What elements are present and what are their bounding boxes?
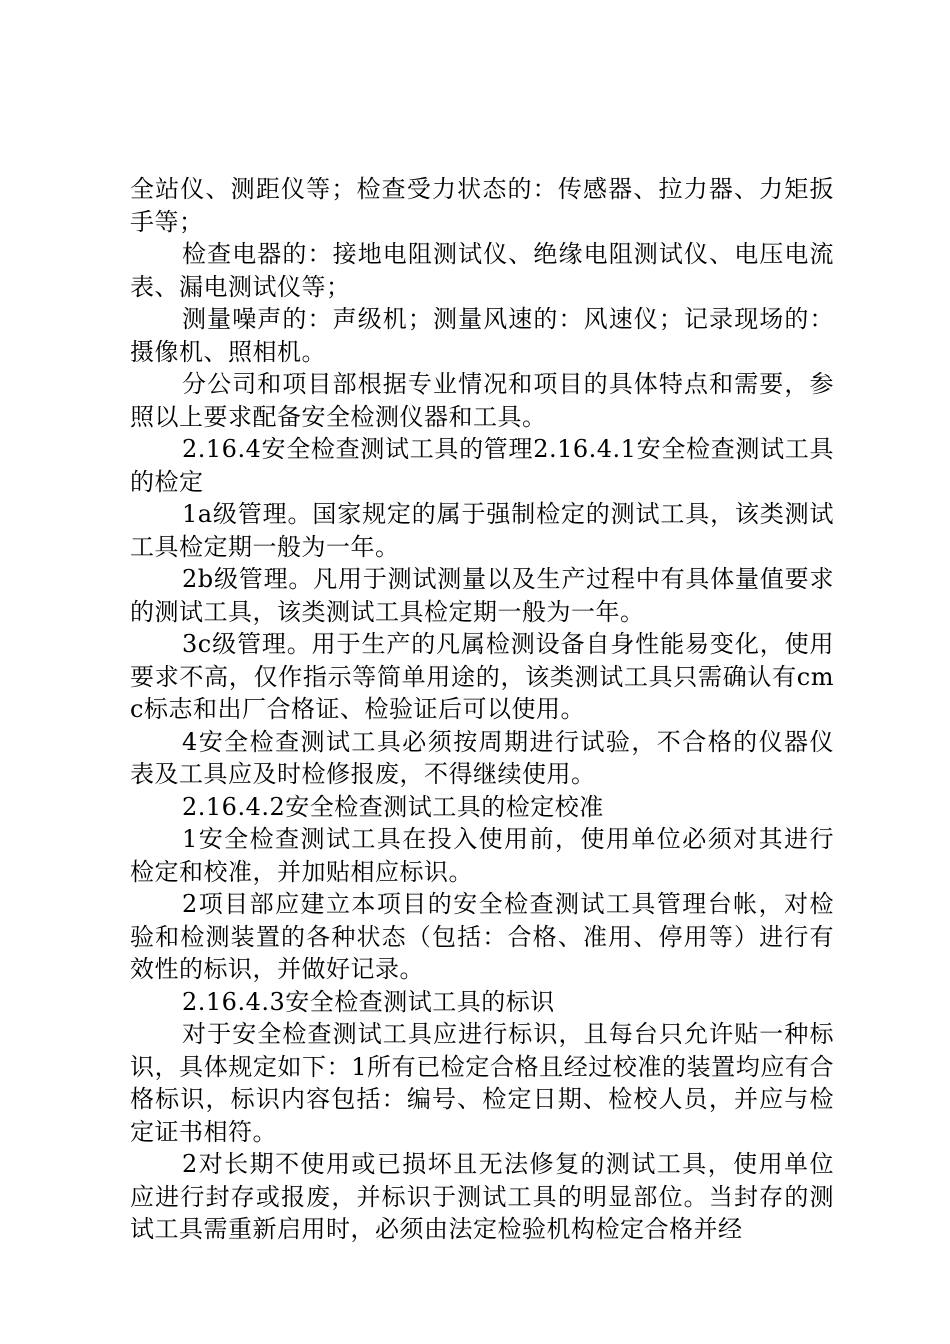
paragraph-calibration-2: 2项目部应建立本项目的安全检查测试工具管理台帐，对检验和检测装置的各种状态（包括：合格、准用、停用等）进行有效性的标识，并做好记录。 — [130, 890, 834, 983]
paragraph-level-a: 1a级管理。国家规定的属于强制检定的测试工具，该类测试工具检定期一般为一年。 — [130, 500, 834, 561]
paragraph-4: 分公司和项目部根据专业情况和项目的具体特点和需要，参照以上要求配备安全检测仪器和工具。 — [130, 370, 834, 431]
document-body — [130, 173, 834, 1246]
paragraph-3: 测量噪声的：声级机；测量风速的：风速仪；记录现场的：摄像机、照相机。 — [130, 305, 834, 366]
section-heading-2-16-4-3: 2.16.4.3安全检查测试工具的标识 — [182, 987, 555, 1016]
paragraph-calibration-1: 1安全检查测试工具在投入使用前，使用单位必须对其进行检定和校准，并加贴相应标识。 — [130, 825, 834, 886]
paragraph-item-4: 4安全检查测试工具必须按周期进行试验，不合格的仪器仪表及工具应及时检修报废，不得继续使用。 — [130, 727, 834, 788]
section-heading-2-16-4: 2.16.4安全检查测试工具的管理2.16.4.1安全检查测试工具的检定 — [130, 435, 834, 496]
paragraph-marking-1: 对于安全检查测试工具应进行标识，且每台只允许贴一种标识，具体规定如下：1所有已检定合格且经过校准的装置均应有合格标识，标识内容包括：编号、检定日期、检校人员，并应与检定证书相符。 — [130, 1020, 834, 1146]
paragraph-1: 全站仪、测距仪等；检查受力状态的：传感器、拉力器、力矩扳手等； — [130, 175, 834, 236]
paragraph-level-c: 3c级管理。用于生产的凡属检测设备自身性能易变化，使用要求不高，仅作指示等简单用途的，该类测试工具只需确认有cmc标志和出厂合格证、检验证后可以使用。 — [130, 630, 834, 723]
paragraph-2: 检查电器的：接地电阻测试仪、绝缘电阻测试仪、电压电流表、漏电测试仪等； — [130, 240, 834, 301]
section-heading-2-16-4-2: 2.16.4.2安全检查测试工具的检定校准 — [182, 792, 604, 821]
paragraph-marking-2: 2对长期不使用或已损坏且无法修复的测试工具，使用单位应进行封存或报废，并标识于测试工具的明显部位。当封存的测试工具需重新启用时，必须由法定检验机构检定合格并经 — [130, 1150, 834, 1243]
paragraph-level-b: 2b级管理。凡用于测试测量以及生产过程中有具体量值要求的测试工具，该类测试工具检定期一般为一年。 — [130, 565, 834, 626]
